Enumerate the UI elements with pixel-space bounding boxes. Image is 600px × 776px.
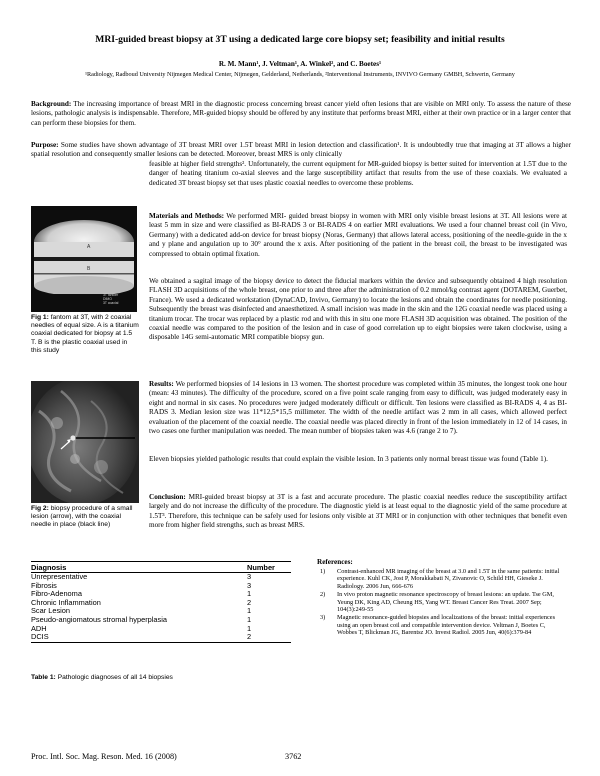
reference-item — [317, 568, 567, 591]
number-cell: 1 — [247, 606, 252, 616]
number-cell: 1 — [247, 614, 252, 624]
fig2-caption-text: biopsy procedure of a small lesion (arrow), with the coaxial needle in place (black line) — [31, 505, 133, 529]
diagnosis-cell: Chronic Inflammation — [31, 597, 101, 607]
figure-1-caption — [31, 314, 139, 355]
diagnosis-cell: Pseudo-angiomatous stromal hyperplasia — [31, 614, 167, 624]
affiliations: ¹Radiology, Radboud University Nijmegen Medical Center, Nijmegen, Gelderland, Netherlands, ²Interventional Instruments, INVIVO Germany GMBH, Schwerin, Germany — [85, 71, 515, 78]
methods-continued: We obtained a sagital image of the biopsy device to detect the fiducial markers within the device and subsequently obtained 4 high resolution FLASH 3D acquisitions of the whole breast, one prior to and three after the administration of 0.2 mmol/kg contrast agent (DOTAREM, Guerbet, France). We used a dedicated workstation (DynaCAD, Invivo, Germany) to locate the lesions and obtain the coordinates for needle positioning. Subsequently the breast was disinfected and anaesthetized. A small incision was made in the skin and the 12G coaxial needle was placed using a titanium trocar. The trocar was replaced by a plastic rod and with this in situ one more FLASH 3D acquisition was obtained. The position of the coaxial needle was compared to the position of the lesion and in case of good correlation up to eight biopsies were taken clockwise, using a disposable 14G semi-automatic MRI compatible biopsy gun. — [149, 277, 567, 342]
figure-1-image — [31, 206, 137, 312]
fig1-label-b: B — [87, 266, 91, 272]
reference-text: Magnetic resonance-guided biopsies and localizations of the breast: initial experiences using an open breast coil and compatible intervention device. Veltman J, Boetes C, Wobbes T, Blickman JG, Barentsz JO. Invest Radiol. 2005 Jun, 40(6):379-84 — [337, 613, 556, 637]
fig1-overlay-text: 3T fantom DIMO 3T coaxial — [103, 293, 119, 305]
number-cell: 3 — [247, 580, 252, 590]
table-1-wrapper — [31, 561, 291, 643]
results-continued: Eleven biopsies yielded pathologic results that could explain the visible lesion. In 3 patients only normal breast tissue was found (Table 1). — [149, 455, 548, 463]
purpose-heading: Purpose: — [31, 141, 59, 149]
results-heading: Results: — [149, 380, 174, 388]
figure-2-image — [31, 381, 139, 503]
methods-text-1: We performed MRI- guided breast biopsy in women with MRI only visible breast lesions at 3T. All lesions were at least 5 mm in size and were classified as BI-RADS 3 or BI-RADS 4 on earlier MRI evaluations. We used a four channel breast coil (in Vivo, Germany) with a dedicated add-on device for breast biopsy (Noras, Germany) that allows lateral access, positioning of the needle-guide in the x and y plane and angulation up to 30° around the x axis. After positioning of the patient in the breast coil, the breast to be investigated was compressed to obtain optimal fixation. — [149, 212, 567, 258]
background-section — [31, 100, 571, 128]
fig1-caption-label: Fig 1: — [31, 314, 49, 321]
table-row — [31, 573, 291, 582]
diagnosis-table — [31, 561, 291, 643]
fig2-caption-label: Fig 2: — [31, 505, 49, 512]
table-1-caption — [31, 674, 291, 682]
diagnosis-cell: ADH — [31, 623, 47, 633]
table-row — [31, 633, 291, 642]
diagnosis-cell: Fibrosis — [31, 580, 57, 590]
biopsy-mri-graphic — [31, 381, 139, 503]
author-list: R. M. Mann¹, J. Veltman¹, A. Winkel², and C. Boetes¹ — [218, 60, 382, 68]
table-header-number: Number — [247, 562, 291, 573]
coaxial-b-line — [34, 273, 134, 275]
fig1-label-a: A — [87, 244, 91, 250]
background-heading: Background: — [31, 100, 72, 108]
reference-number: 1) — [320, 567, 326, 575]
purpose-continued: feasible at higher field strengths². Unfortunately, the current equipment for MR-guided biopsy is better suited for intervention at 1.5T due to the danger of heating titanium co-axial sleeves and the large susceptibility artifact that results from the use of these coaxials. We evaluated a dedicated 3T breast biopsy set that uses plastic coaxial needles to overcome these problems. — [149, 160, 567, 187]
diagnosis-cell: DCIS — [31, 633, 247, 642]
table-row — [31, 599, 291, 608]
reference-number: 3) — [320, 613, 326, 621]
results-text-1: We performed biopsies of 14 lesions in 13 women. The shortest procedure was completed within 35 minutes, the longest took one hour (mean: 43 minutes). The difficulty of the procedure, scored on a five point scale ranging from easy to difficult, was judged moderately easy in eight and normal in six cases. No procedures were judged moderately difficult or difficult. Ten lesions were classified as BI-RADS 4, 4 as BI-RADS 3. Median lesion size was 11*12,5*15,5 millimeter. The width of the needle artifact was 2 mm in all cases, which allowed perfect evaluation of the placement of the coaxial needle. The coaxial needle was placed directly in front of the lesion immediately in 12 of 14 cases, in two cases one further manipulation was needed. The mean number of biopsies taken was 4.6 (range 2 to 7). — [149, 380, 567, 436]
lesion-marker — [70, 435, 75, 440]
diagnosis-cell: Fibro-Adenoma — [31, 589, 82, 599]
page-number: 3762 — [285, 752, 302, 761]
reference-item — [317, 614, 567, 637]
table1-caption-text: Pathologic diagnoses of all 14 biopsies — [57, 674, 173, 681]
number-cell: 2 — [247, 597, 252, 607]
conclusion-heading: Conclusion: — [149, 493, 186, 501]
reference-number: 2) — [320, 590, 326, 598]
journal-footer: Proc. Intl. Soc. Mag. Reson. Med. 16 (2008) — [31, 752, 177, 761]
table1-caption-label: Table 1: — [31, 674, 56, 681]
purpose-text-1: Some studies have shown advantage of 3T breast MRI over 1.5T breast MRI in lesion detection and classification¹. It is undoubtedly true that imaging at 3T allows a higher spatial resolution and consequently smaller lesions can be detected. Moreover, breast MRS is only clinically — [31, 141, 571, 159]
conclusion-section — [149, 493, 567, 531]
table-row — [31, 616, 291, 625]
number-cell: 3 — [247, 572, 252, 581]
references-list — [317, 568, 567, 637]
results-section — [149, 380, 567, 436]
table-row — [31, 625, 291, 634]
figure-2-caption — [31, 505, 139, 530]
diagnosis-cell: Scar Lesion — [31, 606, 71, 616]
number-cell: 2 — [247, 633, 291, 642]
table-header-row — [31, 562, 291, 573]
references-heading: References: — [317, 558, 353, 566]
reference-text: Contrast-enhanced MR imaging of the breast at 3.0 and 1.5T in the same patients: initial experience. Kuhl CK, Jost P, Morakkabati N, Zivanovic O, Schild HH, Gieseke J. Radiology. 2006 Jun, 666-676 — [337, 567, 560, 591]
purpose-section — [31, 141, 571, 160]
number-cell: 1 — [247, 589, 252, 599]
reference-item — [317, 591, 567, 614]
number-cell: 1 — [247, 623, 252, 633]
references-section — [317, 559, 567, 637]
conclusion-text: MRI-guided breast biopsy at 3T is a fast and accurate procedure. The plastic coaxial needles reduce the susceptibility artifact largely and do not increase the difficulty of the procedure. The diagnostic yield is at least equal to the diagnostic yield of the same procedure at 1.5T³. Therefore, this technique can be safely used for lesions only visible at 3T MRI or in conjunction with other techniques that benefit even more from higher field strengths, such as breast MRS. — [149, 493, 567, 530]
reference-text: In vivo proton magnetic resonance spectroscopy of breast lesions: an update. Tse GM, Yeung DK, King AD, Cheung HS, Yang WT. Breast Cancer Res Treat. 2007 Sep; 104(3):249-55 — [337, 590, 554, 614]
diagnosis-cell: Unrepresentative — [31, 572, 88, 581]
coaxial-a-artifact — [34, 257, 134, 261]
methods-heading: Materials and Methods: — [149, 212, 225, 220]
methods-section — [149, 212, 567, 259]
paper-title: MRI-guided breast biopsy at 3T using a dedicated large core biopsy set; feasibility and initial results — [95, 34, 505, 45]
background-text: The increasing importance of breast MRI in the diagnostic process concerning breast cancer yield often lesions that are visible on MRI only. To assess the nature of these lesions, pathologic analysis is indispensable. Therefore, MR-guided biopsy should be offered by any institute that performs breast MRI, either at their own practice or in a larger center that can perform these biopsies for them. — [31, 100, 571, 127]
fig1-caption-text: fantom at 3T, with 2 coaxial needles of equal size. A is a titanium coaxial dedicated for biopsy at 1.5 T. B is the plastic coaxial used in this study — [31, 314, 139, 354]
table-header-diagnosis: Diagnosis — [31, 562, 247, 573]
